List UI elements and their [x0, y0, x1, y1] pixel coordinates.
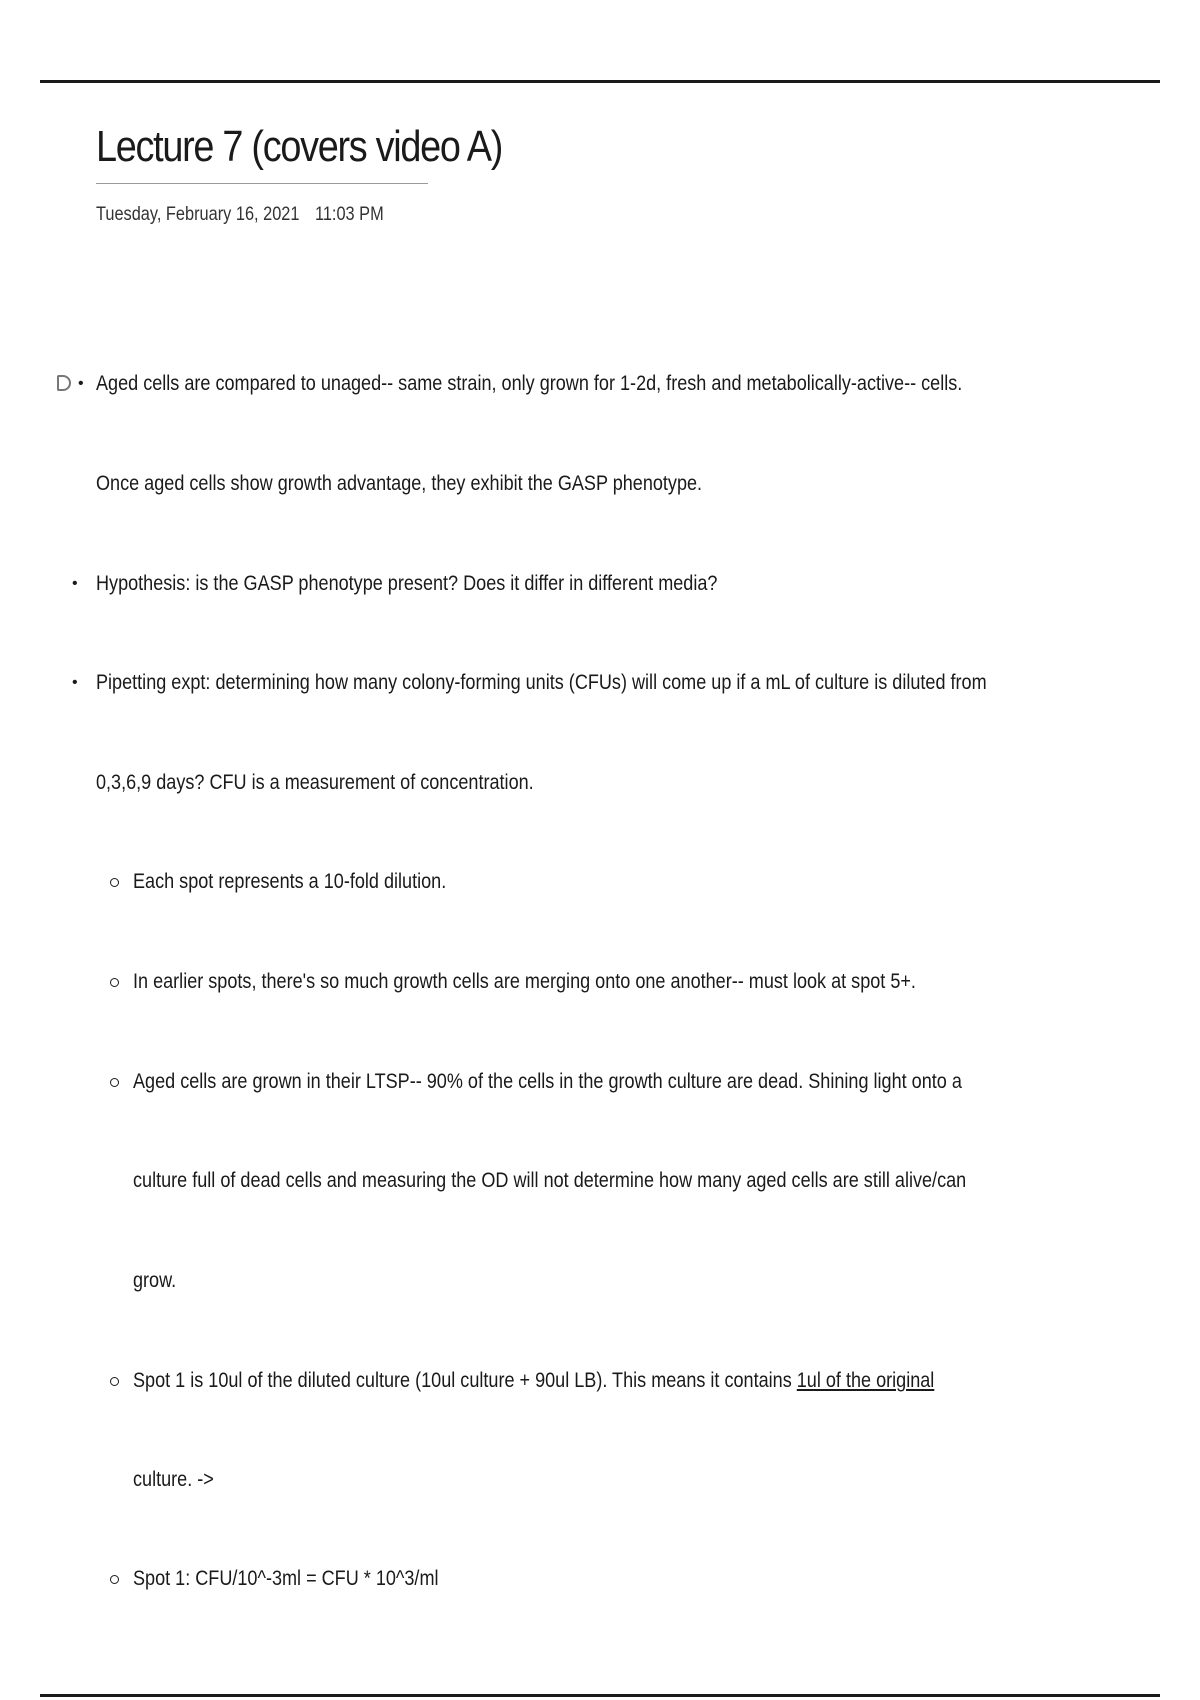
note-line-11 — [133, 1368, 934, 1394]
sub-bullet-circle — [110, 1078, 119, 1087]
note-tag-icon[interactable] — [57, 375, 71, 391]
underlined-text: 1ul of the original — [796, 1369, 935, 1392]
sub-bullet-circle — [110, 1377, 119, 1386]
page-title: Lecture 7 (covers video A) — [96, 122, 503, 171]
sub-bullet-circle — [110, 1575, 119, 1584]
note-line-3: Hypothesis: is the GASP phenotype present? Does it differ in different media? — [96, 572, 718, 595]
bullet-dot: • — [72, 575, 78, 592]
note-line-10: grow. — [133, 1269, 177, 1292]
sub-bullet-circle — [110, 878, 119, 887]
note-line-5: 0,3,6,9 days? CFU is a measurement of concentration. — [96, 771, 534, 794]
bullet-dot: • — [72, 674, 78, 691]
title-underline — [96, 183, 428, 184]
note-line-13: Spot 1: CFU/10^-3ml = CFU * 10^3/ml — [133, 1567, 439, 1590]
note-line-1: Aged cells are compared to unaged-- same strain, only grown for 1-2d, fresh and metabolically-active-- cells. — [96, 372, 963, 395]
note-line-11-text: Spot 1 is 10ul of the diluted culture (10ul culture + 90ul LB). This means it contains — [133, 1369, 797, 1392]
page-time: 11:03 PM — [314, 204, 384, 225]
page-date: Tuesday, February 16, 2021 — [96, 204, 300, 225]
note-line-6: Each spot represents a 10-fold dilution. — [133, 870, 447, 893]
note-line-12: culture. -> — [133, 1468, 214, 1491]
top-divider — [40, 80, 1160, 83]
note-line-4: Pipetting expt: determining how many colony-forming units (CFUs) will come up if a mL of culture is diluted from — [96, 671, 987, 694]
bullet-dot: • — [78, 375, 84, 392]
note-line-8: Aged cells are grown in their LTSP-- 90% of the cells in the growth culture are dead. Shining light onto a — [133, 1070, 962, 1093]
sub-bullet-circle — [110, 978, 119, 987]
note-line-7: In earlier spots, there's so much growth cells are merging onto one another-- must look at spot 5+. — [133, 970, 916, 993]
page-timestamp — [96, 204, 384, 226]
bottom-divider — [40, 1694, 1160, 1697]
note-line-9: culture full of dead cells and measuring the OD will not determine how many aged cells are still alive/can — [133, 1169, 967, 1192]
note-line-2: Once aged cells show growth advantage, they exhibit the GASP phenotype. — [96, 472, 703, 495]
